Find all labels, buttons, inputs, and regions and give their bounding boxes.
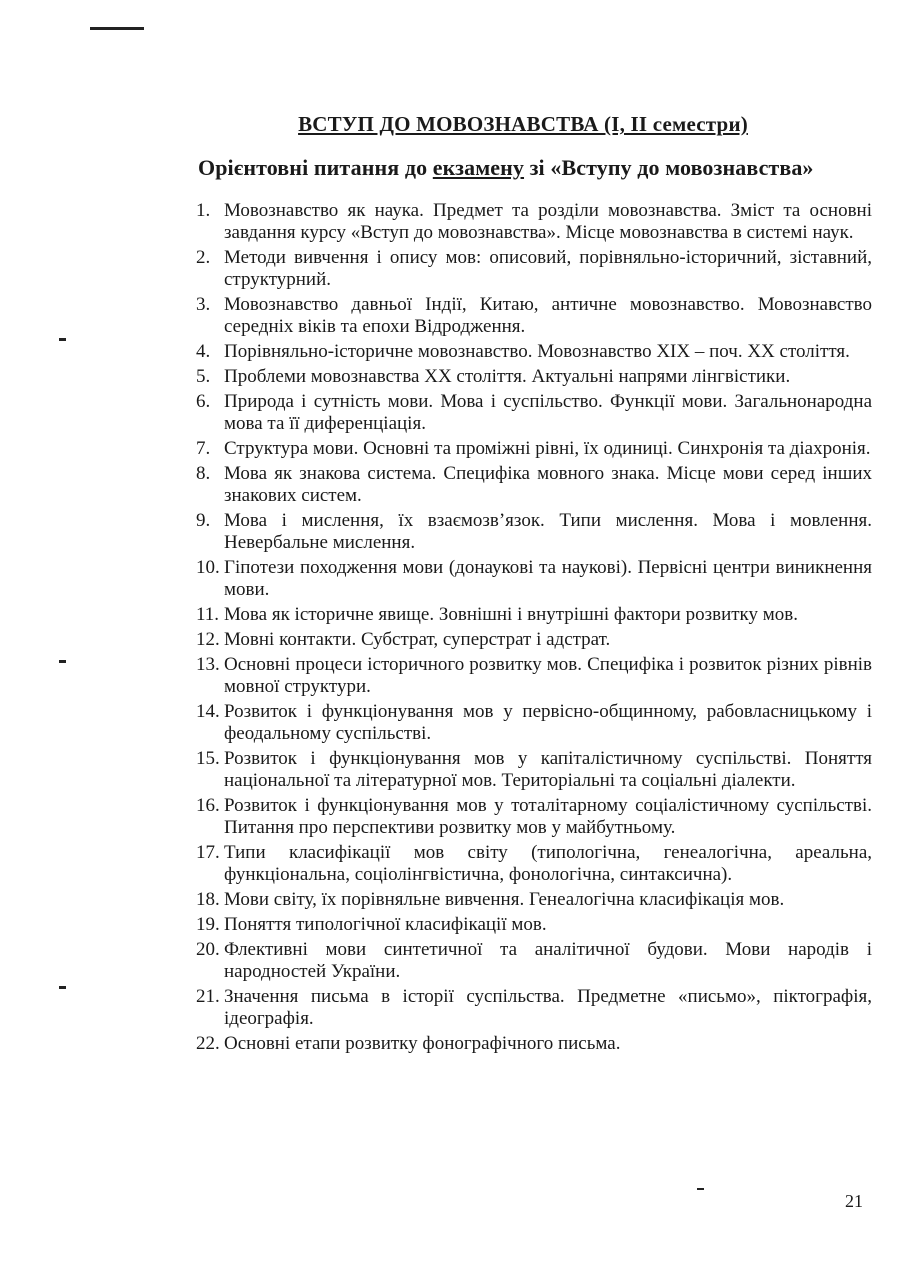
question-number: 8. <box>196 463 211 484</box>
scan-mark-left-2 <box>59 660 66 663</box>
question-item <box>196 557 872 601</box>
question-text: Розвиток і функціонування мов у капіталістичному суспільстві. Поняття національної та літературної мов. Територіальні та соціальні діалекти. <box>224 748 872 791</box>
scan-mark-left-1 <box>59 338 66 341</box>
question-text: Мова як знакова система. Специфіка мовного знака. Місце мови серед інших знакових систем. <box>224 463 872 506</box>
question-text: Розвиток і функціонування мов у первісно-общинному, рабовласницькому і феодальному суспільстві. <box>224 701 872 744</box>
question-number: 22. <box>196 1033 220 1054</box>
question-text: Основні процеси історичного розвитку мов. Специфіка і розвиток різних рівнів мовної структури. <box>224 654 872 697</box>
question-item <box>196 939 872 983</box>
question-text: Мовознавство як наука. Предмет та розділи мовознавства. Зміст та основні завдання курсу «Вступ до мовознавства». Місце мовознавства в системі наук. <box>224 200 872 243</box>
question-text: Гіпотези походження мови (донаукові та наукові). Первісні центри виникнення мови. <box>224 557 872 600</box>
question-number: 15. <box>196 748 220 769</box>
question-number: 10. <box>196 557 220 578</box>
question-text: Структура мови. Основні та проміжні рівні, їх одиниці. Синхронія та діахронія. <box>224 438 871 459</box>
question-number: 9. <box>196 510 211 531</box>
question-text: Методи вивчення і опису мов: описовий, порівняльно-історичний, зіставний, структурний. <box>224 247 872 290</box>
question-text: Поняття типологічної класифікації мов. <box>224 914 547 935</box>
question-number: 2. <box>196 247 211 268</box>
question-number: 12. <box>196 629 220 650</box>
question-text: Порівняльно-історичне мовознавство. Мовознавство ХІХ – поч. ХХ століття. <box>224 341 850 362</box>
question-number: 4. <box>196 341 211 362</box>
subtitle-underlined-word: екзамену <box>432 155 525 180</box>
question-text: Проблеми мовознавства ХХ століття. Актуальні напрями лінгвістики. <box>224 366 791 387</box>
document-title: ВСТУП ДО МОВОЗНАВСТВА (І, ІІ семестри) <box>298 112 748 136</box>
question-item <box>196 200 872 244</box>
question-item <box>196 842 872 886</box>
question-item <box>196 914 872 936</box>
question-text: Природа і сутність мови. Мова і суспільство. Функції мови. Загальнонародна мова та її диференціація. <box>224 391 872 434</box>
question-number: 16. <box>196 795 220 816</box>
question-text: Розвиток і функціонування мов у тоталітарному соціалістичному суспільстві. Питання про перспективи розвитку мов у майбутньому. <box>224 795 872 838</box>
page-number: 21 <box>845 1191 863 1211</box>
question-text: Мовні контакти. Субстрат, суперстрат і адстрат. <box>224 629 611 650</box>
subtitle-prefix: Орієнтовні питання до <box>198 155 433 180</box>
question-item <box>196 986 872 1030</box>
question-item <box>196 366 872 388</box>
question-number: 19. <box>196 914 220 935</box>
question-text: Мовознавство давньої Індії, Китаю, античне мовознавство. Мовознавство середніх віків та епохи Відродження. <box>224 294 872 337</box>
question-item <box>196 795 872 839</box>
question-number: 14. <box>196 701 220 722</box>
question-item <box>196 604 872 626</box>
document-subtitle <box>198 155 814 181</box>
question-item <box>196 629 872 651</box>
question-number: 11. <box>196 604 220 625</box>
scan-mark-left-3 <box>59 986 66 989</box>
question-number: 21. <box>196 986 220 1007</box>
question-text: Основні етапи розвитку фонографічного письма. <box>224 1033 621 1054</box>
question-text: Типи класифікації мов світу (типологічна, генеалогічна, ареальна, функціональна, соціолінгвістична, фонологічна, синтаксична). <box>224 842 872 885</box>
scan-mark-bottom <box>697 1188 704 1190</box>
subtitle-suffix: зі «Вступу до мовознавства» <box>524 155 814 180</box>
question-item <box>196 654 872 698</box>
question-text: Мови світу, їх порівняльне вивчення. Генеалогічна класифікація мов. <box>224 889 785 910</box>
question-number: 18. <box>196 889 220 910</box>
question-item <box>196 748 872 792</box>
question-text: Флективні мови синтетичної та аналітичної будови. Мови народів і народностей України. <box>224 939 872 982</box>
question-number: 5. <box>196 366 211 387</box>
question-item <box>196 701 872 745</box>
question-item <box>196 889 872 911</box>
scan-mark-top-left <box>90 27 144 30</box>
question-item <box>196 247 872 291</box>
question-number: 17. <box>196 842 220 863</box>
question-item <box>196 510 872 554</box>
question-item <box>196 341 872 363</box>
question-number: 3. <box>196 294 211 315</box>
question-item <box>196 1033 872 1055</box>
question-number: 7. <box>196 438 211 459</box>
questions-list <box>196 200 872 1058</box>
question-number: 20. <box>196 939 220 960</box>
question-item <box>196 463 872 507</box>
question-text: Значення письма в історії суспільства. Предметне «письмо», піктографія, ідеографія. <box>224 986 872 1029</box>
question-item <box>196 391 872 435</box>
question-number: 6. <box>196 391 211 412</box>
question-text: Мова і мислення, їх взаємозв’язок. Типи мислення. Мова і мовлення. Невербальне мислення. <box>224 510 872 553</box>
question-item <box>196 438 872 460</box>
question-item <box>196 294 872 338</box>
question-number: 13. <box>196 654 220 675</box>
question-text: Мова як історичне явище. Зовнішні і внутрішні фактори розвитку мов. <box>224 604 798 625</box>
question-number: 1. <box>196 200 211 221</box>
